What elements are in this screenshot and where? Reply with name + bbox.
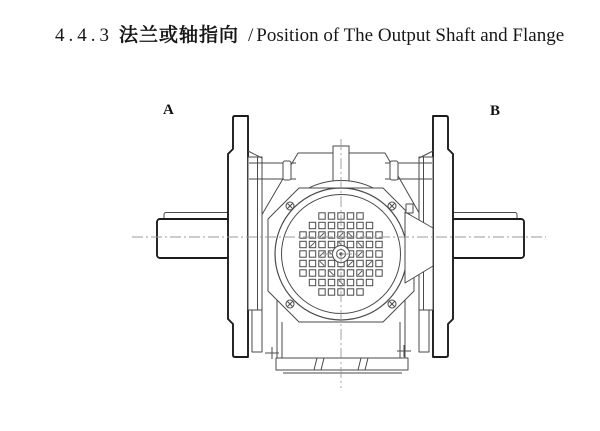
label-side-a: A — [163, 102, 174, 118]
label-side-b: B — [490, 103, 501, 119]
mounting-ticks — [265, 345, 411, 359]
section-number: 4.4.3 — [55, 25, 113, 46]
bolt-boss-right — [390, 161, 398, 180]
flange-right — [433, 116, 453, 357]
heading-english: Position of The Output Shaft and Flange — [256, 25, 565, 46]
output-shaft-right — [452, 213, 524, 259]
bolt-boss-left — [283, 161, 291, 180]
heading-separator: / — [248, 25, 254, 46]
adapter-plate-left — [248, 157, 262, 352]
flange-left — [228, 116, 248, 357]
output-shaft-left — [157, 213, 229, 259]
heading-chinese: 法兰或轴指向 — [119, 24, 240, 46]
